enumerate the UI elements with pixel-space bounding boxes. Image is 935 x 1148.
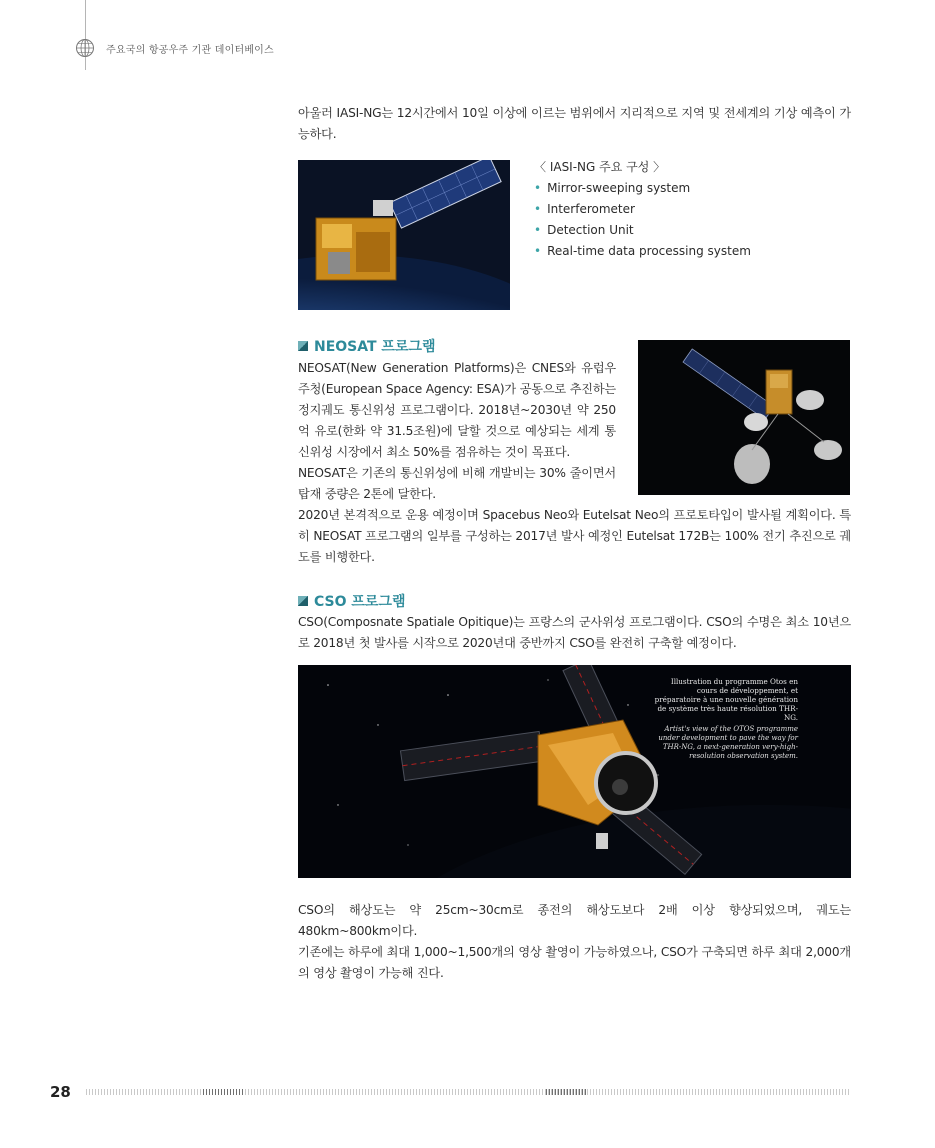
cso-image-caption-fr: Illustration du programme Otos en cours de développement, et préparatoire à une nouvelle génération de système très haute résolution THR-NG.	[654, 677, 798, 722]
neosat-paragraph-1: NEOSAT(New Generation Platforms)은 CNES와 유럽우주청(European Space Agency: ESA)가 공동으로 추진하는 정지궤도 통신위성 프로그램이다. 2018년~2030년 약 250억 유로(한화 약 31.5조원)에 달할 것으로 예상되는 세계 통신위성 시장에서 최소 50%를 점유하는 것이 목표다.	[298, 361, 616, 459]
list-item: • Detection Unit	[534, 220, 834, 241]
neosat-satellite-image	[638, 340, 850, 495]
cso-paragraph-3: 기존에는 하루에 최대 1,000~1,500개의 영상 촬영이 가능하였으나, CSO가 구축되면 하루 최대 2,000개의 영상 촬영이 가능해 진다.	[298, 945, 851, 980]
neosat-text-block	[298, 358, 616, 505]
iasi-ng-component-list	[534, 157, 834, 262]
cso-text-block	[298, 900, 851, 984]
cso-image-caption-en: Artist's view of the OTOS programme under development to pave the way for THR-NG, a next-generation very-high-resolution observation system.	[658, 725, 798, 760]
neosat-heading	[298, 336, 436, 356]
list-item: • Real-time data processing system	[534, 241, 834, 262]
iasi-ng-satellite-image	[298, 160, 510, 310]
cso-heading-text: CSO 프로그램	[314, 594, 406, 610]
running-title: 주요국의 항공우주 기관 데이터베이스	[106, 45, 274, 56]
section-square-icon	[298, 341, 308, 351]
cso-paragraph-1: CSO(Composnate Spatiale Opitique)는 프랑스의 군사위성 프로그램이다. CSO의 수명은 최소 10년으로 2018년 첫 발사를 시작으로 2020년대 중반까지 CSO를 완전히 구축할 예정이다.	[298, 615, 851, 650]
intro-paragraph: 아울러 IASI-NG는 12시간에서 10일 이상에 이르는 범위에서 지리적으로 지역 및 전세계의 기상 예측이 가능하다.	[298, 106, 851, 141]
section-square-icon	[298, 596, 308, 606]
cso-paragraph-2: CSO의 해상도는 약 25cm~30cm로 종전의 해상도보다 2배 이상 향상되었으며, 궤도는 480km~800km이다.	[298, 903, 851, 938]
footer-rule	[86, 1089, 851, 1095]
cso-satellite-image	[298, 665, 851, 878]
footer-rule-accent	[546, 1089, 588, 1095]
globe-icon	[75, 38, 95, 58]
footer-rule-accent	[203, 1089, 245, 1095]
neosat-paragraph-3: 2020년 본격적으로 운용 예정이며 Spacebus Neo와 Eutelsat Neo의 프로토타입이 발사될 계획이다. 특히 NEOSAT 프로그램의 일부를 구성하는 2017년 발사 예정인 Eutelsat 172B는 100% 전기 추진으로 궤도를 비행한다.	[298, 508, 851, 564]
list-item: • Mirror-sweeping system	[534, 178, 834, 199]
neosat-heading-text: NEOSAT 프로그램	[314, 339, 436, 355]
iasi-ng-list-title: 〈 IASI-NG 주요 구성 〉	[534, 160, 666, 174]
list-item: • Interferometer	[534, 199, 834, 220]
page-number: 28	[50, 1083, 71, 1101]
cso-heading	[298, 591, 406, 611]
header-rule	[85, 0, 86, 70]
neosat-paragraph-2: NEOSAT은 기존의 통신위성에 비해 개발비는 30% 줄이면서 탑재 중량은 2톤에 달한다.	[298, 466, 616, 501]
